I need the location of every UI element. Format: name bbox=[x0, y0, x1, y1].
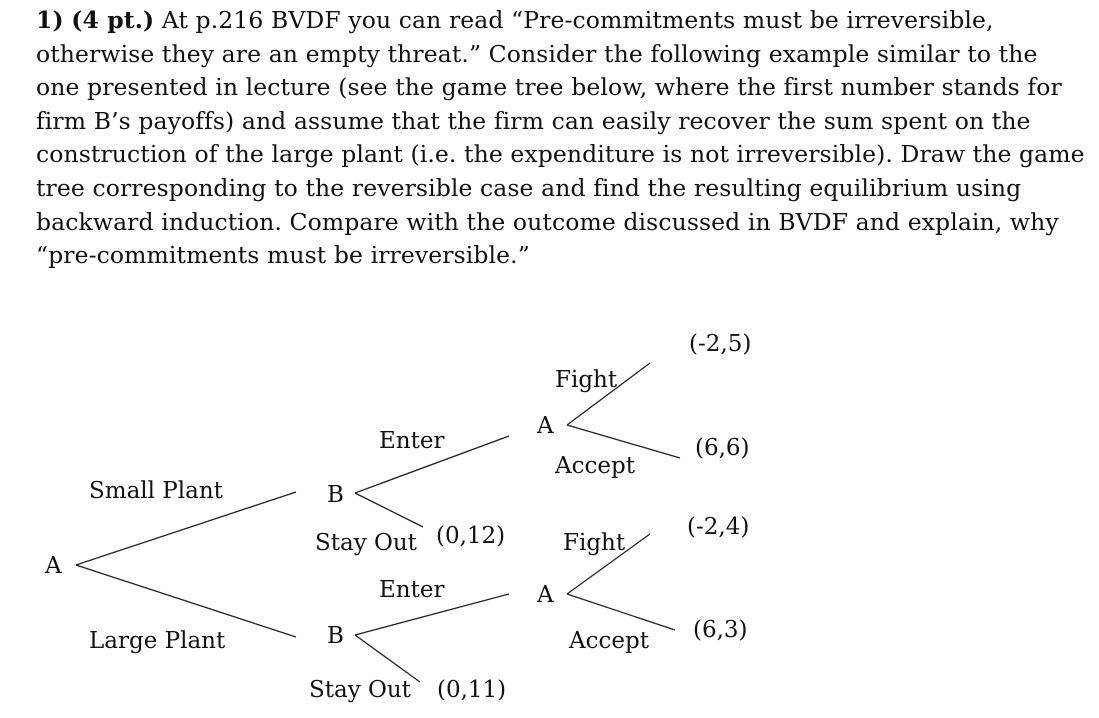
large-plant-a-node-label: A bbox=[537, 582, 554, 608]
large-plant-branch bbox=[76, 565, 296, 637]
large-plant-fight-label: Fight bbox=[563, 530, 626, 556]
large-plant-fight-payoff: (-2,4) bbox=[687, 514, 750, 540]
small-plant-accept-label: Accept bbox=[555, 453, 635, 479]
small-plant-fight-payoff: (-2,5) bbox=[689, 331, 752, 357]
small-plant-stay-out-payoff: (0,12) bbox=[436, 523, 506, 549]
large-plant-stay-out-payoff: (0,11) bbox=[437, 677, 507, 703]
large-plant-accept-branch bbox=[567, 594, 675, 630]
root-node-label: A bbox=[45, 553, 62, 579]
problem-body: At p.216 BVDF you can read “Pre-commitments must be irreversible, otherwise they are an empty threat.” Consider the following example similar to the one presented in lecture (see the game tree below, where the first number stands for firm B’s payoffs) and assume that the firm can easily recover the sum spent on the construction of the large plant (i.e. the expenditure is not irreversible). Draw the game tree corresponding to the reversible case and find the resulting equilibrium using backward induction. Compare with the outcome discussed in BVDF and explain, why “pre-commitments must be irreversible.” bbox=[36, 6, 1085, 270]
large-plant-accept-payoff: (6,3) bbox=[693, 617, 748, 643]
small-plant-enter-label: Enter bbox=[379, 428, 445, 454]
large-plant-b-node-label: B bbox=[327, 623, 344, 649]
problem-points: (4 pt.) bbox=[71, 6, 155, 34]
small-plant-fight-label: Fight bbox=[555, 367, 618, 393]
problem-number: 1) bbox=[36, 6, 64, 34]
small-plant-stay-out-label: Stay Out bbox=[315, 530, 417, 556]
small-plant-a-node-label: A bbox=[537, 413, 554, 439]
large-plant-enter-label: Enter bbox=[379, 577, 445, 603]
small-plant-b-node-label: B bbox=[327, 482, 344, 508]
large-plant-stay-out-branch bbox=[355, 635, 420, 682]
large-plant-accept-label: Accept bbox=[569, 628, 649, 654]
small-plant-accept-payoff: (6,6) bbox=[695, 435, 750, 461]
small-plant-stay-out-branch bbox=[355, 493, 423, 527]
large-plant-stay-out-label: Stay Out bbox=[309, 677, 411, 703]
small-plant-label: Small Plant bbox=[89, 478, 223, 504]
large-plant-label: Large Plant bbox=[89, 628, 226, 654]
